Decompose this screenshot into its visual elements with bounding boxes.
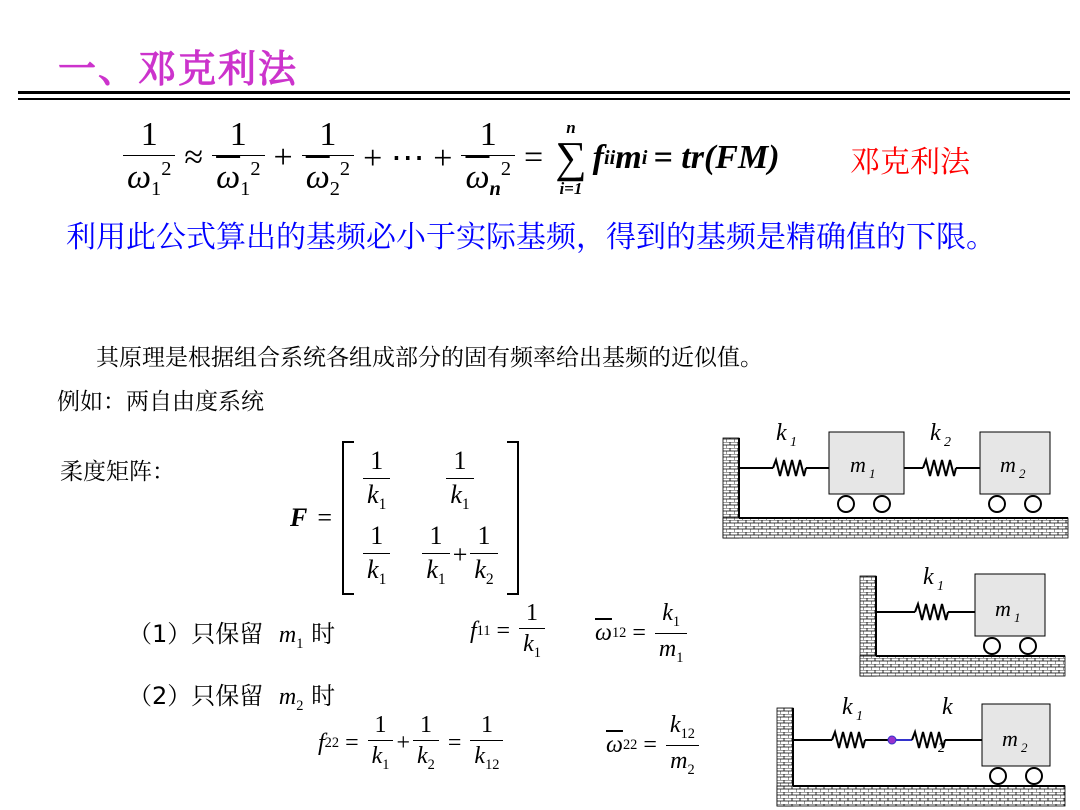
omega2-formula: $\overline{\omega}$ 2 2 = $\frac{k_{12}}{m_2}$ [606,712,702,778]
omega1-formula: $\overline{\omega}$ 1 2 = $\frac{k_1}{m_1}$ [595,600,690,666]
f22-formula: f 22 = $\frac{1}{k_1}$ + $\frac{1}{k_2}$ = $\frac{1}{k_{12}}$ [318,712,506,774]
svg-text:k: k [923,564,934,590]
svg-text:m: m [1002,726,1018,751]
matrix-entry: $\frac{1}{k_1}$ [446,447,473,513]
matrix-entry: $\frac{1}{k_1}$ [363,522,390,588]
lower-bound-statement: 利用此公式算出的基频必小于实际基频，得到的基频是精确值的下限。 [66,220,996,255]
flexibility-matrix: F = $\frac{1}{k_1}$ $\frac{1}{k_1}$ $\frac{1}{k_1}$ $\frac{1}{k_1}$ + $\frac{1}{k_2}$ [290,440,519,595]
fraction-term: $\frac{1}{\overline{\omega}_2^2}$ [302,116,354,201]
fraction-term: $\frac{1}{\overline{\omega}_1^2}$ [212,116,264,201]
dunkerley-equation: $\frac{1}{\omega_1^2}$ ≈ $\frac{1}{\overline{\omega}_1^2}$ + $\frac{1}{\overline{\omega}_2^2}$ + ⋯ + $\frac{1}{\overline{\omega}_n^2}$ = n ∑ i=1 f ii m i = tr(FM) [120,108,820,208]
matrix-entry: $\frac{1}{k_1}$ [363,447,390,513]
svg-text:m: m [850,452,866,477]
flexibility-label: 柔度矩阵： [60,459,175,485]
summation: n ∑ i=1 [555,118,587,198]
equation-label: 邓克利法 [850,145,970,180]
m1-only-diagram [855,562,1070,680]
principle-text: 其原理是根据组合系统各组成部分的固有频率给出基频的近似值。 [96,345,763,371]
svg-text:k: k [930,420,941,446]
page-title: 一、邓克利法 [58,47,299,91]
two-dof-diagram [718,418,1073,543]
svg-text:k: k [842,694,853,720]
title-rule-thin [18,98,1070,100]
mass-m1 [829,432,904,494]
case-2: （2）只保留 $m_2$ 时 [128,682,336,714]
svg-text:1: 1 [1014,610,1021,625]
spring-k2 [923,460,956,476]
svg-text:1: 1 [937,579,944,594]
svg-text:m: m [1000,452,1016,477]
example-text: 例如：两自由度系统 [57,389,264,415]
fraction-term: $\frac{1}{\overline{\omega}_n^2}$ [461,116,515,201]
svg-text:1: 1 [856,709,863,724]
svg-text:m: m [995,596,1011,621]
f11-formula: f 11 = $\frac{1}{k_1}$ [470,600,548,662]
svg-text:2: 2 [944,435,951,450]
left-bracket [342,441,354,595]
svg-text:1: 1 [869,466,876,481]
svg-text:1: 1 [790,435,797,450]
title-rule [18,91,1070,94]
svg-text:k: k [776,420,787,446]
matrix-entry: $\frac{1}{k_1}$ + $\frac{1}{k_2}$ [419,522,500,588]
m2-only-diagram [772,690,1070,808]
right-bracket [507,441,519,595]
case-1: （1）只保留 $m_1$ 时 [128,620,336,652]
junction-node [888,736,896,744]
ground [723,518,1068,538]
spring-k1 [773,460,806,476]
svg-text:2: 2 [1021,740,1028,755]
svg-text:k: k [942,694,953,720]
fraction-term: $\frac{1}{\omega_1^2}$ [123,116,175,201]
svg-text:2: 2 [1019,466,1026,481]
svg-text:2: 2 [938,741,945,756]
